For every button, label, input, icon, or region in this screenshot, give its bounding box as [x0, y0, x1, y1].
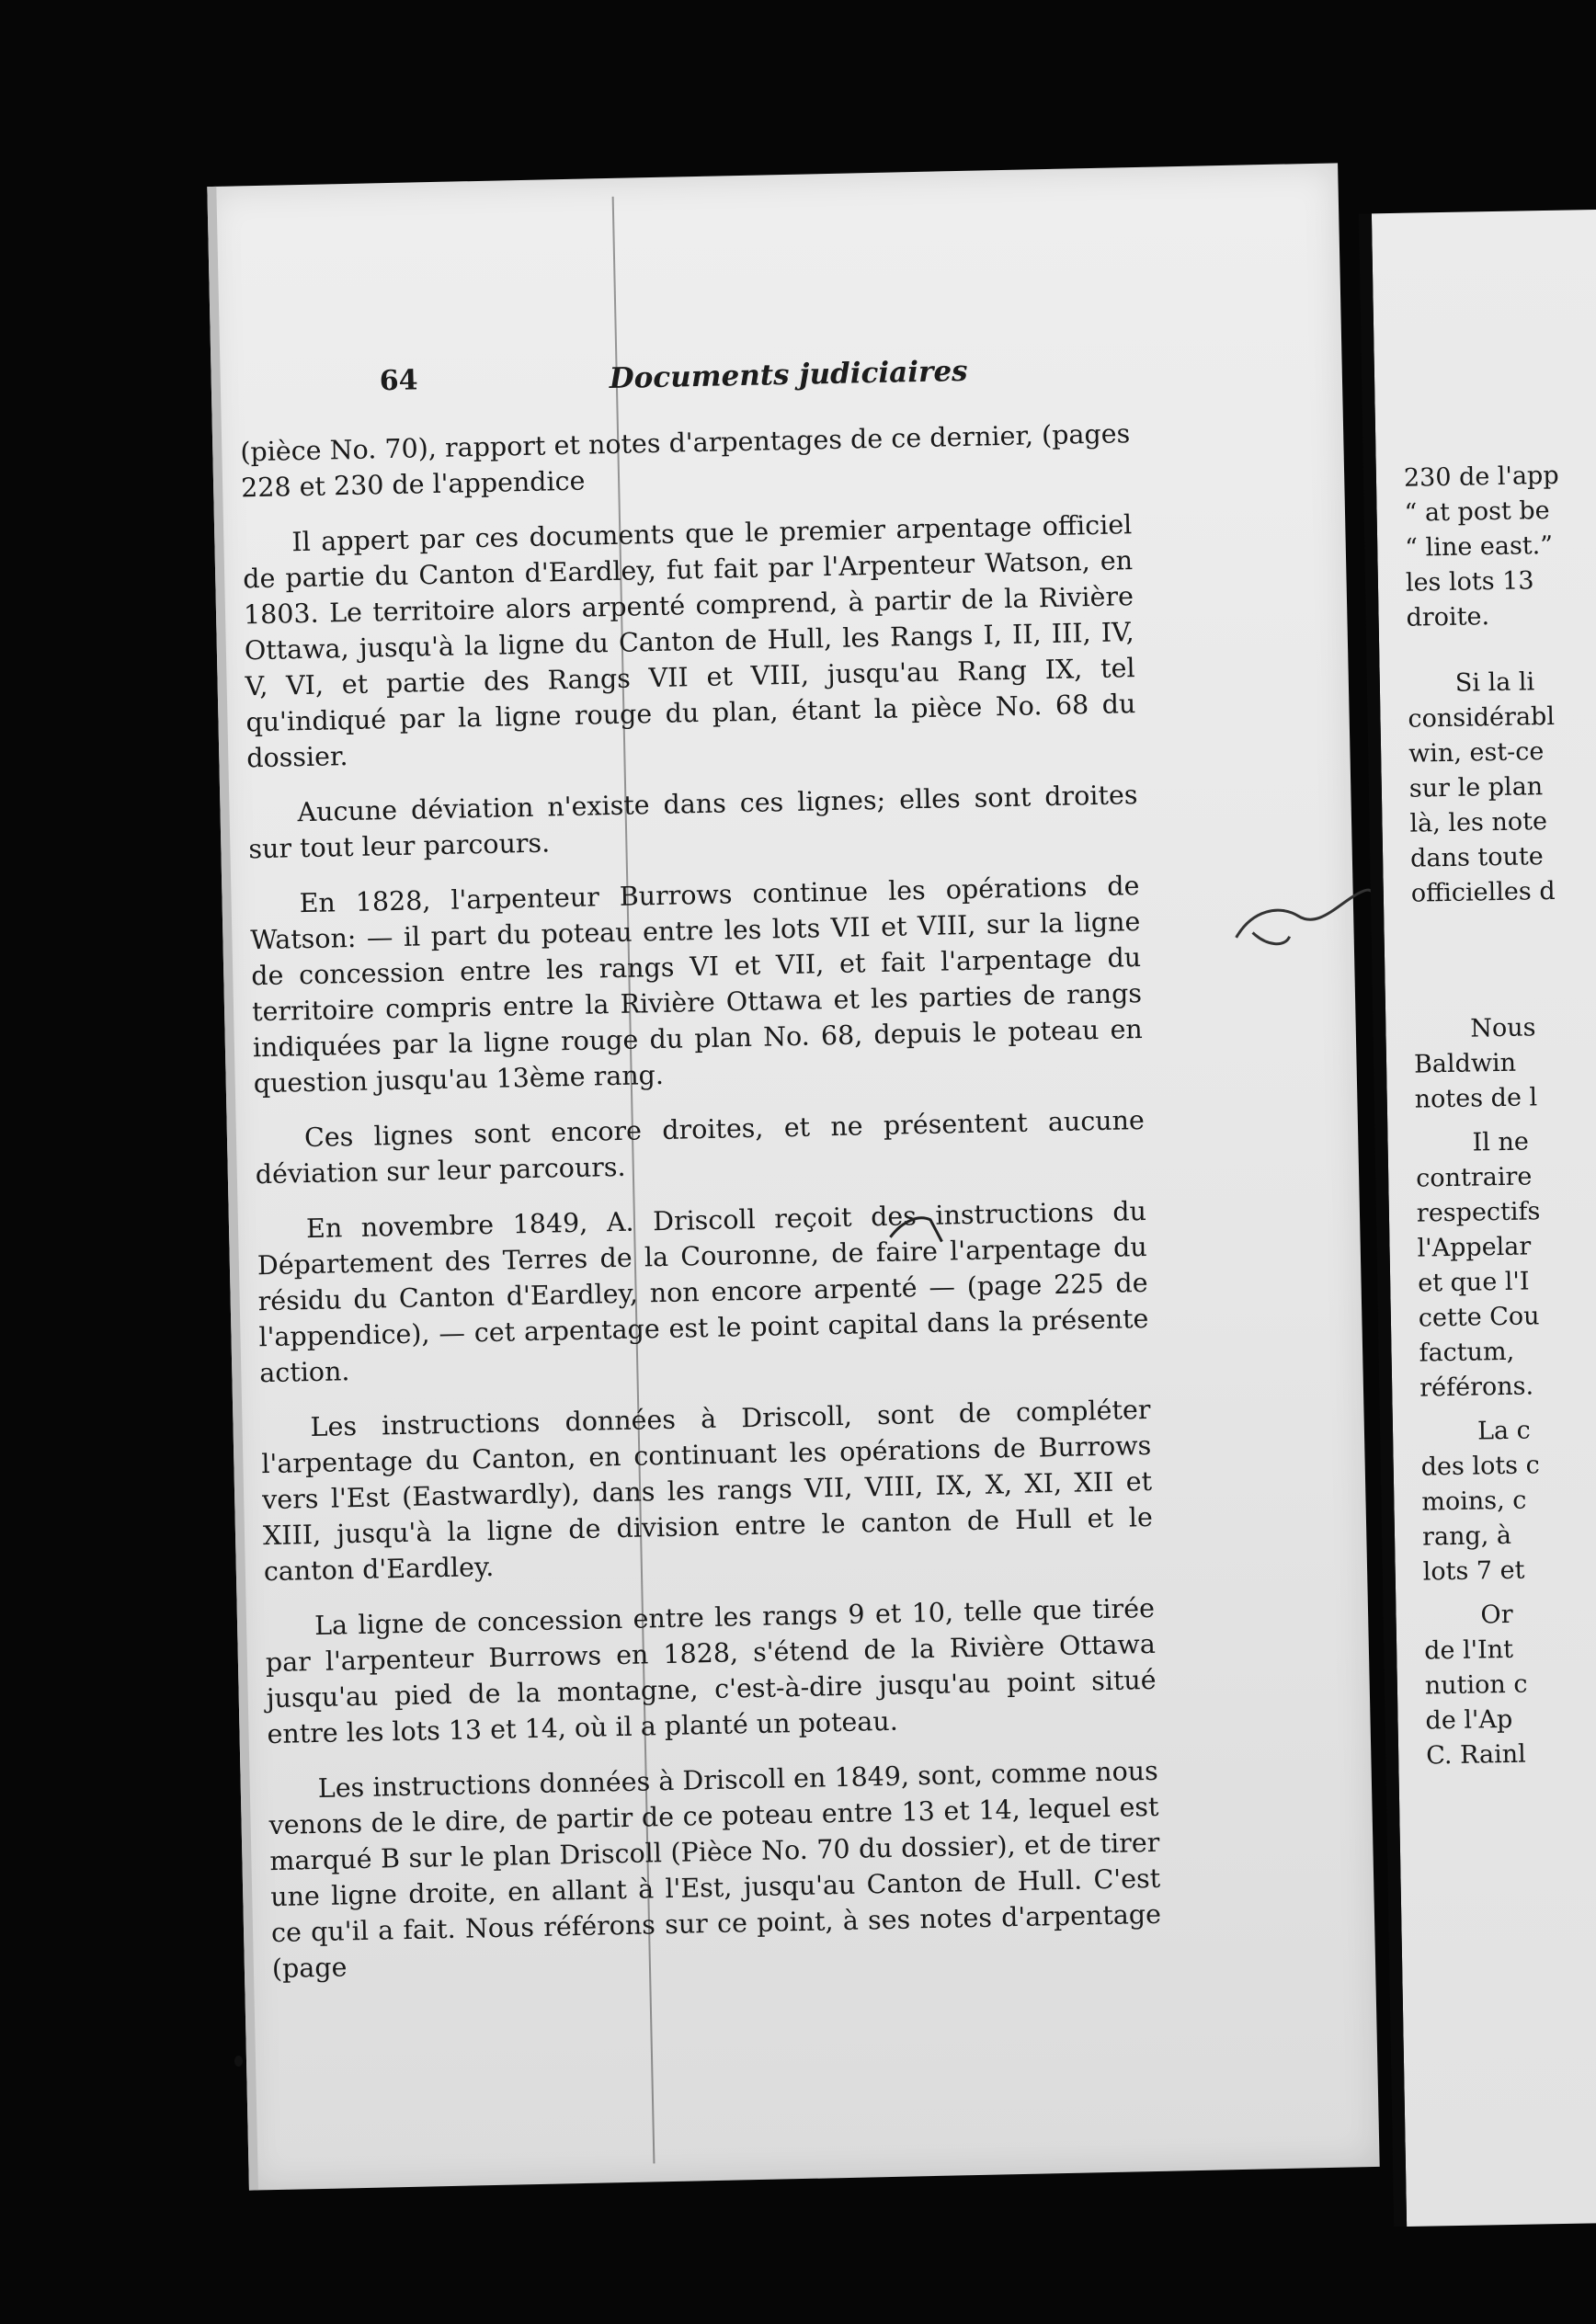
- text-line: référons.: [1419, 1372, 1534, 1403]
- text-line: lots 7 et: [1422, 1555, 1525, 1587]
- text-line: moins, c: [1421, 1486, 1527, 1517]
- paragraph: (pièce No. 70), rapport et notes d'arpentages de ce dernier, (pages 228 et 230 de l'appendice: [240, 418, 1131, 504]
- text-line: sur le plan: [1408, 772, 1544, 803]
- text-line: La c: [1476, 1416, 1532, 1446]
- left-page: [207, 163, 1379, 2190]
- spacer: [1407, 632, 1591, 666]
- paragraph: Ces lignes sont encore droites, et ne présentent aucune déviation sur leur parcours.: [255, 1104, 1146, 1190]
- page-header: [379, 353, 977, 403]
- text-line: Or: [1480, 1600, 1513, 1630]
- text-line: là, les note: [1409, 807, 1548, 838]
- text-line: notes de l: [1414, 1083, 1538, 1114]
- text-line: Nous: [1470, 1013, 1536, 1043]
- paragraph: En 1828, l'arpenteur Burrows continue les opérations de Watson: — il part du poteau entre les lots VII et VIII, sur la ligne de concession entre les rangs VI et VII, et fait l'arpentage du territoire compris entre la Rivière Ottawa et les parties de rangs indiquées par la ligne rouge du plan No. 68, depuis le poteau en question jusqu'au 13ème rang.: [250, 871, 1144, 1099]
- page-number: 64: [379, 364, 418, 398]
- text-line: Il ne: [1472, 1127, 1530, 1157]
- text-line: l'Appelar: [1417, 1232, 1532, 1263]
- text-line: “ at post be: [1404, 496, 1550, 528]
- running-head: Documents judiciaires: [609, 354, 968, 395]
- text-line: considérabl: [1408, 701, 1556, 734]
- text-line: Baldwin: [1413, 1048, 1517, 1079]
- text-line: C. Rainl: [1425, 1739, 1527, 1771]
- text-line: contraire: [1415, 1162, 1533, 1193]
- caret-mark: [886, 1208, 952, 1246]
- text-line: cette Cou: [1418, 1302, 1540, 1333]
- spacer: [1411, 908, 1596, 1012]
- pencil-mark: [1233, 880, 1382, 965]
- text-line: win, est-ce: [1408, 737, 1545, 769]
- text-line: de l'Ap: [1425, 1704, 1513, 1736]
- paragraph: Aucune déviation n'existe dans ces lignes; elles sont droites sur tout leur parcours.: [248, 780, 1138, 865]
- text-line: nution c: [1424, 1669, 1528, 1701]
- text-line: “ line east.”: [1404, 530, 1554, 563]
- text-line: factum,: [1419, 1337, 1515, 1368]
- ink-speck: [234, 2056, 243, 2067]
- text-line: respectifs: [1416, 1197, 1541, 1228]
- text-line: dans toute: [1409, 842, 1544, 873]
- text-line: les lots 13: [1405, 566, 1534, 598]
- text-line: 230 de l'app: [1403, 461, 1559, 493]
- text-line: des lots c: [1420, 1451, 1540, 1482]
- text-line: de l'Int: [1423, 1635, 1514, 1666]
- paragraph: Il appert par ces documents que le premier arpentage officiel de partie du Canton d'Eardley, fut fait par l'Arpenteur Watson, en 1803. Le territoire alors arpenté comprend, à partir de la Rivière Ottawa, jusqu'à la ligne du Canton de Hull, les Rangs I, II, III, IV, V, VI, et partie des Rangs VII et VIII, jusqu'au Rang IX, tel qu'indiqué par la ligne rouge du plan, étant la pièce No. 68 du dossier.: [242, 509, 1136, 774]
- text-line: rang, à: [1421, 1521, 1512, 1552]
- text-line: et que l'I: [1417, 1267, 1530, 1298]
- paragraph: Les instructions données à Driscoll, sont de compléter l'arpentage du Canton, en continuant les opérations de Burrows vers l'Est (Eastwardly), dans les rangs VII, VIII, IX, X, XI, XII et XIII, jusqu'à la ligne de division entre le canton de Hull et le canton d'Eardley.: [261, 1394, 1154, 1588]
- paragraph: En novembre 1849, A. Driscoll reçoit des instructions du Département des Terres de la Couronne, de faire l'arpentage du résidu du Canton d'Eardley, non encore arpenté — (page 225 de l'appendice), — cet arpentage est le point capital dans la présente action.: [256, 1195, 1149, 1389]
- paragraph: Les instructions données à Driscoll en 1849, sont, comme nous venons de le dire, de partir de ce poteau entre 13 et 14, lequel est marqué B sur le plan Driscoll (Pièce No. 70 du dossier), et de tirer une ligne droite, en allant à l'Est, jusqu'au Canton de Hull. C'est ce qu'il a fait. Nous référons sur ce point, à ses notes d'arpentage (page: [268, 1755, 1162, 1985]
- text-line: Si la li: [1454, 667, 1535, 698]
- text-line: droite.: [1406, 602, 1490, 632]
- right-page: [1359, 210, 1596, 2227]
- body-text: [240, 416, 1163, 2006]
- text-line: officielles d: [1410, 876, 1556, 908]
- right-page-text: [1404, 458, 1596, 1773]
- paragraph: La ligne de concession entre les rangs 9 et 10, telle que tirée par l'arpenteur Burrows en 1828, s'étend de la Rivière Ottawa jusqu'au pied de la montagne, c'est-à-dire jusqu'au point situé entre les lots 13 et 14, où il a planté un poteau.: [265, 1592, 1157, 1750]
